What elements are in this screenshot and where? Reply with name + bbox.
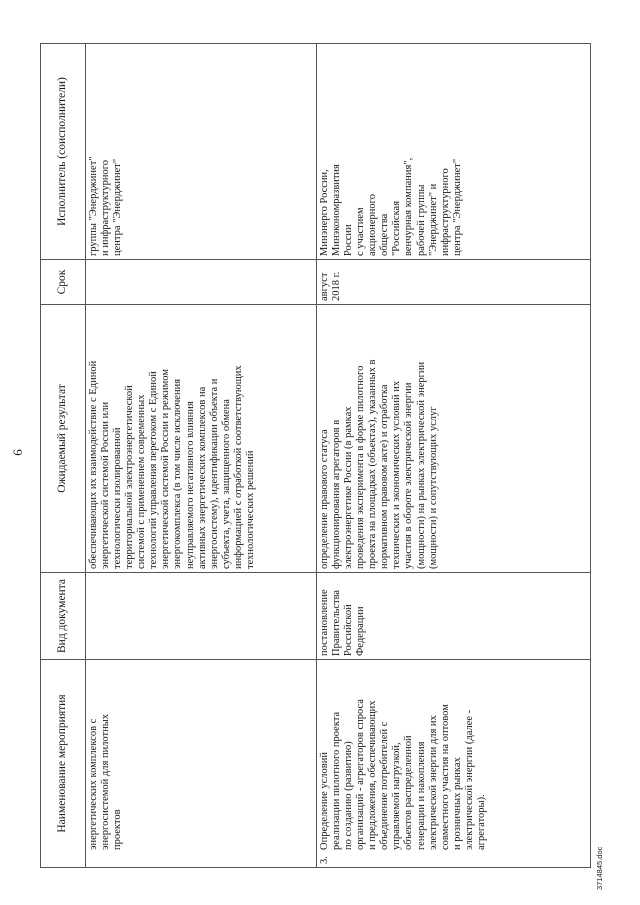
cell-term (317, 260, 591, 305)
text-line: (мощности) и сопутствующих услуг (427, 406, 439, 569)
text-line: генерации и накопления (415, 741, 427, 850)
text-line: Определение условий (319, 752, 330, 850)
text-line: акционерного (367, 194, 379, 256)
text-line: Минэкономразвития (331, 164, 343, 256)
text-line: проекта на площадках (объектах), указанных в (367, 359, 379, 569)
cell-expected-result (317, 305, 591, 573)
text-line: электрической энергии для их (427, 715, 439, 850)
text-line: 2018 г. (331, 271, 343, 301)
cell-term (86, 260, 317, 305)
row-number: 3. (319, 856, 330, 864)
text-line: объединение потребителей с (379, 721, 391, 850)
cell-name (317, 660, 591, 868)
header-executor: Исполнитель (соисполнители) (41, 44, 86, 260)
text-line: определение правового статуса (319, 429, 330, 569)
text-line: и инфраструктурного (100, 159, 112, 256)
lines (319, 685, 488, 850)
table-header-row (41, 44, 86, 868)
page-number: 6 (10, 449, 25, 456)
text-line: август (319, 272, 330, 301)
text-line: электроэнергетике России (в рамках (343, 406, 355, 569)
text-line: организаций - агрегаторов спроса (355, 699, 367, 850)
text-line: реализации пилотного проекта (331, 711, 343, 850)
text-line: центра "Энерджинет" (451, 158, 463, 256)
text-line: России (343, 224, 355, 256)
text-line: с участием (355, 207, 367, 256)
text-line: энергосистему), идентификации объекта и (208, 378, 220, 569)
text-line: технологических решений (244, 450, 256, 569)
text-line: системой с применением современных (136, 394, 148, 569)
text-line: группы "Энерджинет" (88, 156, 99, 256)
text-line: энергетических комплексов с (88, 718, 99, 850)
lines (88, 685, 124, 850)
text-line: нормативном правовом акте) и отработка (379, 384, 391, 569)
text-line: общества (379, 213, 391, 256)
cell-name (86, 660, 317, 868)
file-name: 3714845.doc (595, 846, 604, 890)
text-line: субъекта, учета, защищенного обмена (220, 399, 232, 569)
cell-executor (317, 44, 591, 260)
cell-doc-type (86, 573, 317, 660)
text-line: технологий управления перетоком с Единой (148, 371, 160, 569)
text-line: активных энергетических комплексов на (196, 386, 208, 569)
text-line: управляемой нагрузкой, (391, 742, 403, 850)
header-term: Срок (41, 260, 86, 305)
text-line: энергетической системой России и режимом (160, 369, 172, 569)
text-line: Российской (343, 604, 355, 656)
text-line: информацией с отработкой соответствующих (232, 365, 244, 569)
text-line: участия в обороте электрической энергии (403, 382, 415, 569)
text-line: "Энерджинет" и (427, 183, 439, 256)
text-line: (мощности) на рынках электрической энергии (415, 361, 427, 569)
header-expected-result: Ожидаемый результат (41, 305, 86, 573)
header-name: Наименование мероприятия (41, 660, 86, 868)
text-line: проведения эксперимента в форме пилотного (355, 365, 367, 569)
text-line: инфраструктурного (439, 168, 451, 256)
text-line: венчурная компания", (403, 157, 415, 256)
text-line: по созданию (развитию) (343, 741, 355, 850)
text-line: Минэнерго России, (319, 169, 330, 256)
text-line: энергокомплекса (в том числе исключения (172, 378, 184, 569)
text-line: агрегаторы). (475, 794, 487, 850)
text-line: обеспечивающих их взаимодействие с Единой (88, 360, 99, 569)
text-line: центра "Энерджинет" (112, 158, 124, 256)
text-line: энергосистемой для пилотных (100, 713, 112, 850)
text-line: технических и экономических условий их (391, 380, 403, 569)
text-line: электрической энергии (далее - (463, 709, 475, 850)
text-line: объектов распределенной (403, 735, 415, 850)
header-doc-type: Вид документа (41, 573, 86, 660)
cell-expected-result (86, 305, 317, 573)
text-line: совместного участия на оптовом (439, 704, 451, 850)
text-line: "Российская (391, 200, 403, 256)
text-line: и предложения, обеспечивающих (367, 700, 379, 850)
text-line: неуправляемого негативного влияния (184, 401, 196, 569)
text-line: Правительства (331, 589, 343, 656)
table-row (86, 44, 317, 868)
text-line: технологически изолированной (112, 427, 124, 569)
table-row (317, 44, 591, 868)
text-line: Федерации (355, 606, 367, 656)
text-line: рабочей группы (415, 184, 427, 256)
cell-executor (86, 44, 317, 260)
text-line: проектов (112, 809, 124, 850)
text-line: функционирования агрегаторов в (331, 419, 343, 569)
text-line: и розничных рынках (451, 757, 463, 850)
text-line: постановление (319, 589, 330, 656)
text-line: энергетической системой России или (100, 401, 112, 569)
events-table (40, 43, 591, 868)
text-line: территориальной электроэнергетической (124, 385, 136, 569)
cell-doc-type (317, 573, 591, 660)
